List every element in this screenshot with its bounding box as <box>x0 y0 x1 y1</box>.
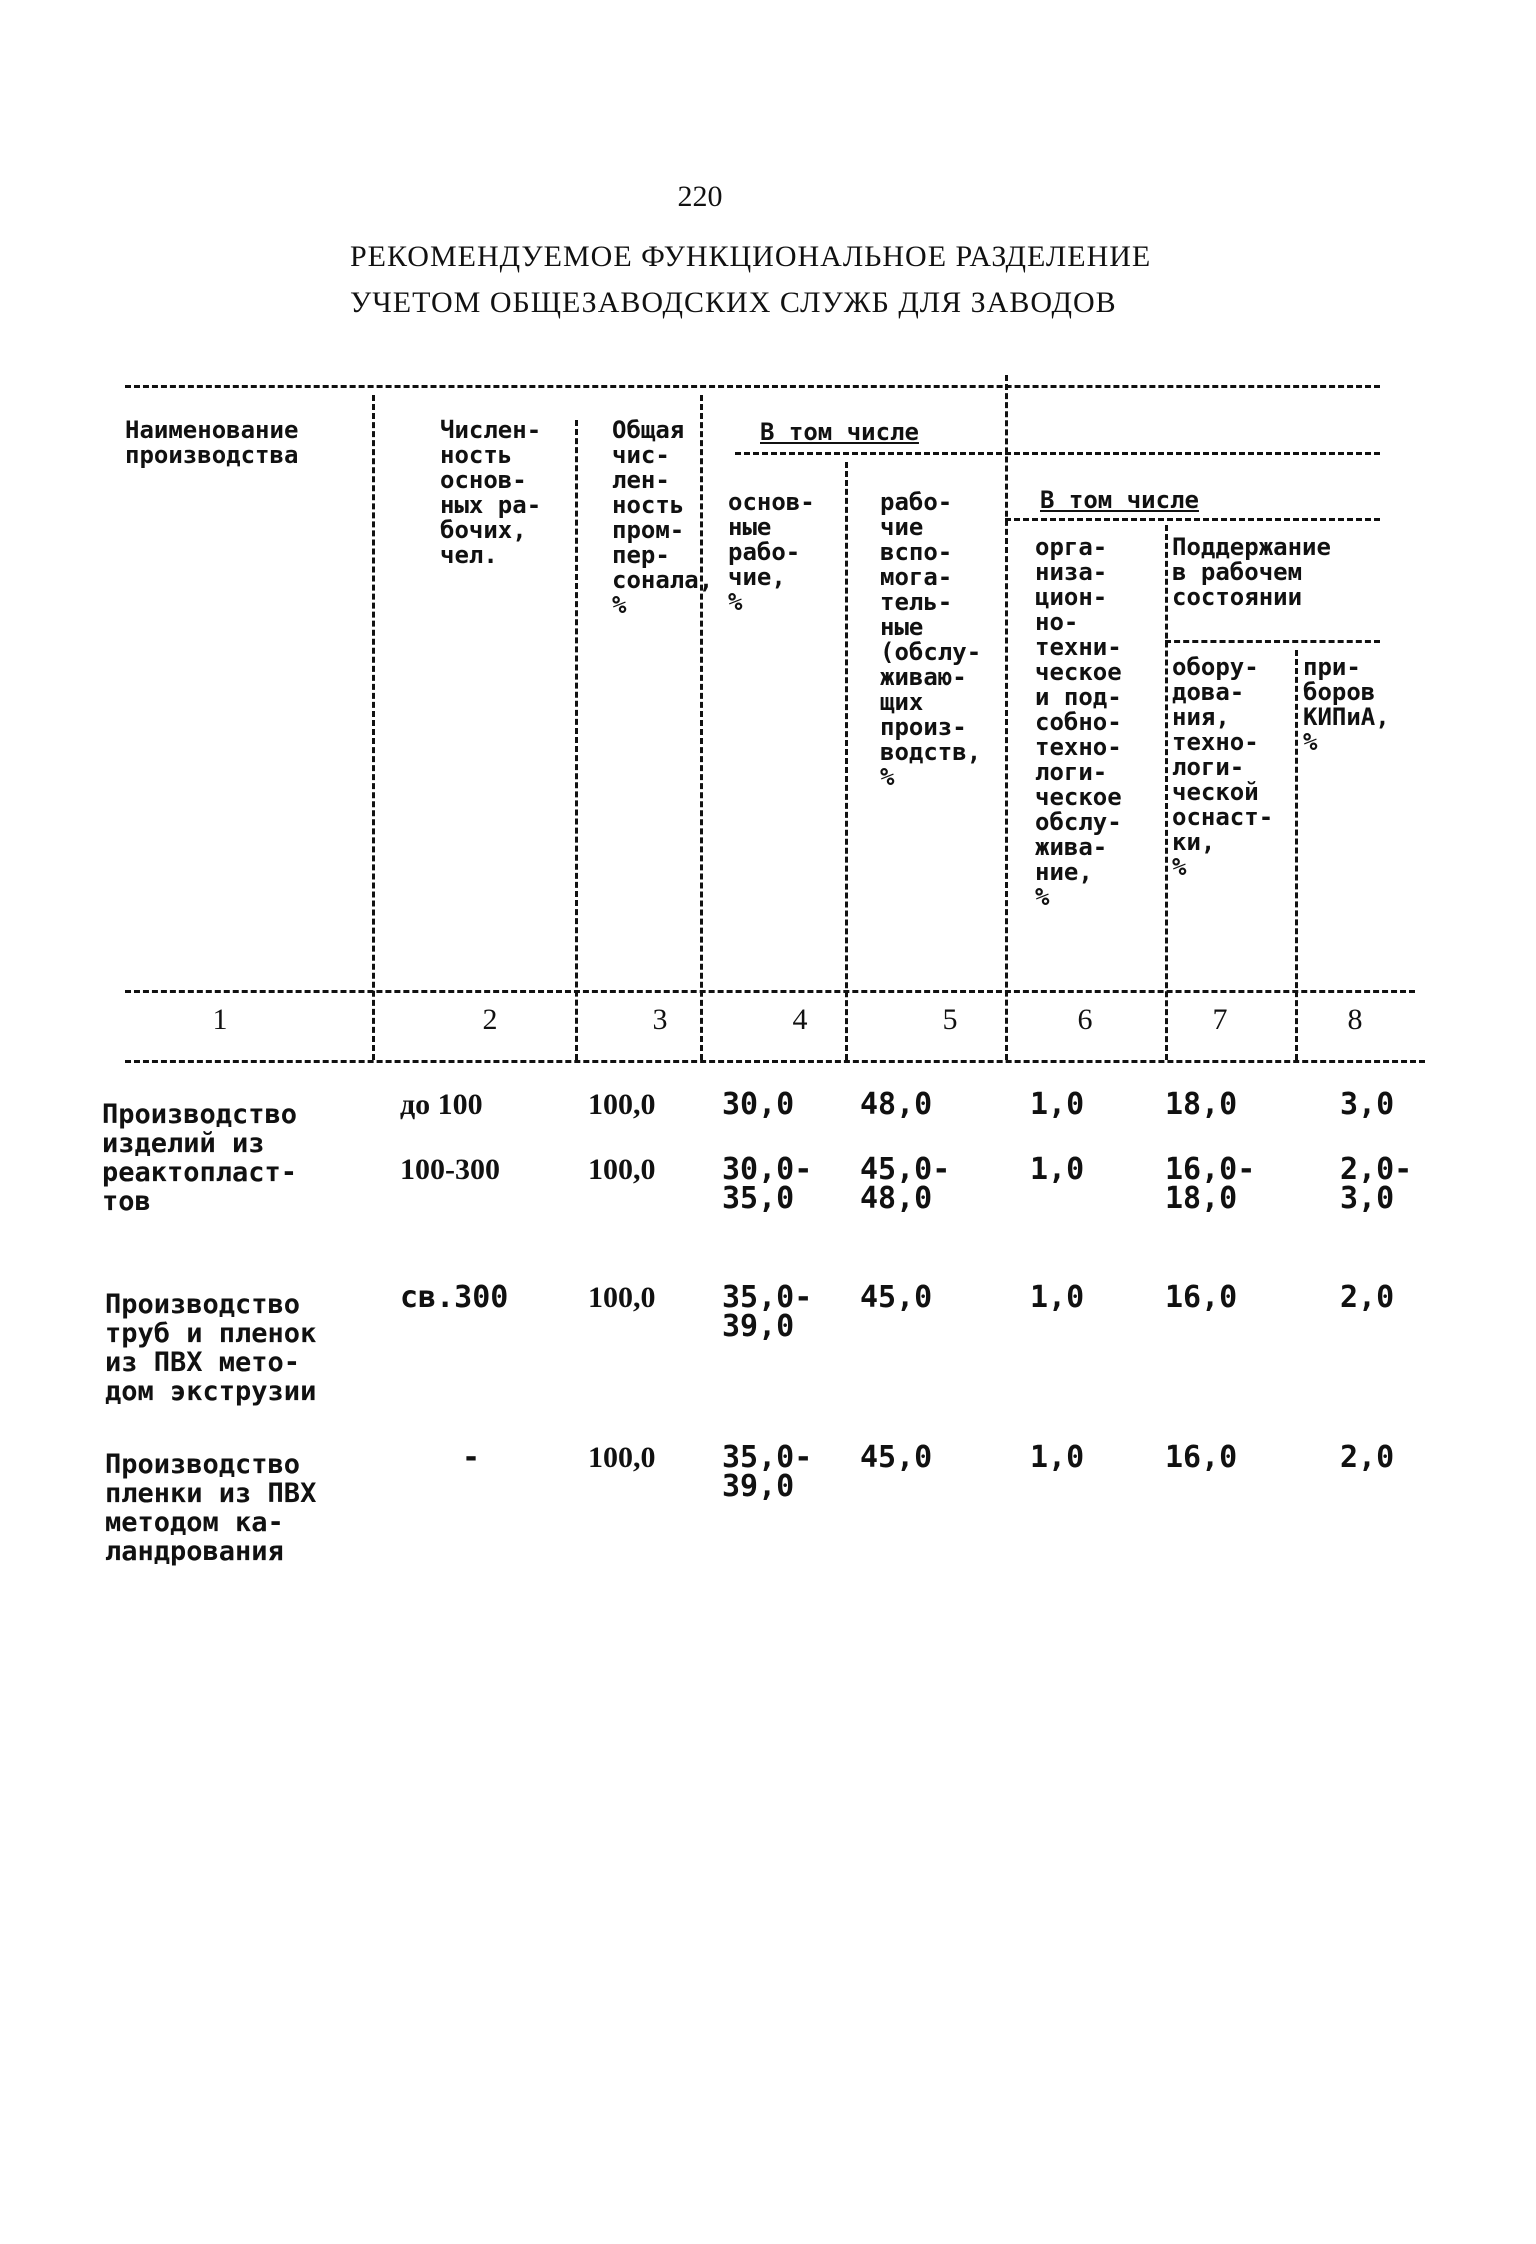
header-group1: В том числе <box>760 418 919 446</box>
group2-underline <box>1005 518 1380 521</box>
header-col8: при- боров КИПиА, % <box>1303 653 1390 756</box>
row-name: Производство изделий из реактопласт- тов <box>102 1099 298 1217</box>
cell-col6: 1,0 <box>1030 1087 1085 1122</box>
cell-col6: 1,0 <box>1030 1152 1085 1187</box>
cell-col8: 2,0 <box>1340 1440 1395 1475</box>
cell-col2: 100-300 <box>400 1153 500 1186</box>
column-number-1: 1 <box>212 1003 228 1036</box>
header-col3: Общая чис- лен- ность пром- пер- сонала, % <box>612 416 714 619</box>
cell-col6: 1,0 <box>1030 1440 1085 1475</box>
cell-col3: 100,0 <box>588 1088 656 1121</box>
cell-col4: 30,0 <box>722 1087 795 1122</box>
cell-col7: 16,0 <box>1165 1440 1238 1475</box>
page-number: 220 <box>677 180 723 213</box>
cell-col4: 35,0- 39,0 <box>722 1440 813 1504</box>
column-number-4: 4 <box>792 1003 808 1036</box>
divider-2-3 <box>575 420 578 1060</box>
group1-underline <box>735 452 1380 455</box>
cell-col7: 18,0 <box>1165 1087 1238 1122</box>
column-number-2: 2 <box>482 1003 498 1036</box>
cell-col8: 2,0 <box>1340 1280 1395 1315</box>
cell-col2: - <box>462 1440 481 1475</box>
header-col5: рабо- чие вспо- мога- тель- ные (обслу- живаю- щих произ- водств, % <box>880 488 982 791</box>
header-col7group: Поддержание в рабочем состоянии <box>1172 533 1331 611</box>
cell-col3: 100,0 <box>588 1441 656 1474</box>
cell-col3: 100,0 <box>588 1281 656 1314</box>
cell-col3: 100,0 <box>588 1153 656 1186</box>
table-top-rule <box>125 385 1380 388</box>
divider-7-8 <box>1295 650 1298 1060</box>
header-group2: В том числе <box>1040 486 1199 514</box>
document-title-line-2: УЧЕТОМ ОБЩЕЗАВОДСКИХ СЛУЖБ ДЛЯ ЗАВОДОВ <box>350 286 1117 319</box>
header-col1: Наименование производства <box>125 416 299 469</box>
column-number-3: 3 <box>652 1003 668 1036</box>
cell-col5: 45,0 <box>860 1280 933 1315</box>
cell-col7: 16,0 <box>1165 1280 1238 1315</box>
column-number-6: 6 <box>1077 1003 1093 1036</box>
header-bottom-rule <box>125 990 1415 993</box>
document-title-line-1: РЕКОМЕНДУЕМОЕ ФУНКЦИОНАЛЬНОЕ РАЗДЕЛЕНИЕ <box>350 240 1152 273</box>
divider-4-5 <box>845 462 848 1060</box>
column-number-5: 5 <box>942 1003 958 1036</box>
cell-col8: 3,0 <box>1340 1087 1395 1122</box>
column-numbers-rule <box>125 1060 1425 1063</box>
cell-col8: 2,0- 3,0 <box>1340 1152 1413 1216</box>
column-number-7: 7 <box>1212 1003 1228 1036</box>
cell-col2: до 100 <box>400 1088 483 1121</box>
cell-col5: 45,0 <box>860 1440 933 1475</box>
cell-col5: 48,0 <box>860 1087 933 1122</box>
cell-col4: 35,0- 39,0 <box>722 1280 813 1344</box>
divider-1-2 <box>372 395 375 1060</box>
cell-col2: св.300 <box>400 1280 509 1315</box>
column-number-8: 8 <box>1347 1003 1363 1036</box>
row-name: Производство пленки из ПВХ методом ка- ландрования <box>105 1449 317 1567</box>
header-col6: орга- низа- цион- но- техни- ческое и под- собно- техно- логи- ческое обслу- жива- ние, % <box>1035 533 1122 911</box>
cell-col6: 1,0 <box>1030 1280 1085 1315</box>
cell-col4: 30,0- 35,0 <box>722 1152 813 1216</box>
cell-col7: 16,0- 18,0 <box>1165 1152 1256 1216</box>
header-col4: основ- ные рабо- чие, % <box>728 488 815 616</box>
header-col7: обору- дова- ния, техно- логи- ческой оснаст- ки, % <box>1172 653 1274 881</box>
header-col2: Числен- ность основ- ных ра- бочих, чел. <box>440 416 542 569</box>
row-name: Производство труб и пленок из ПВХ мето- дом экструзии <box>105 1289 317 1407</box>
cell-col5: 45,0- 48,0 <box>860 1152 951 1216</box>
divider-6-7 <box>1165 525 1168 1060</box>
divider-5-6 <box>1005 375 1008 1060</box>
col7group-underline <box>1165 640 1380 643</box>
